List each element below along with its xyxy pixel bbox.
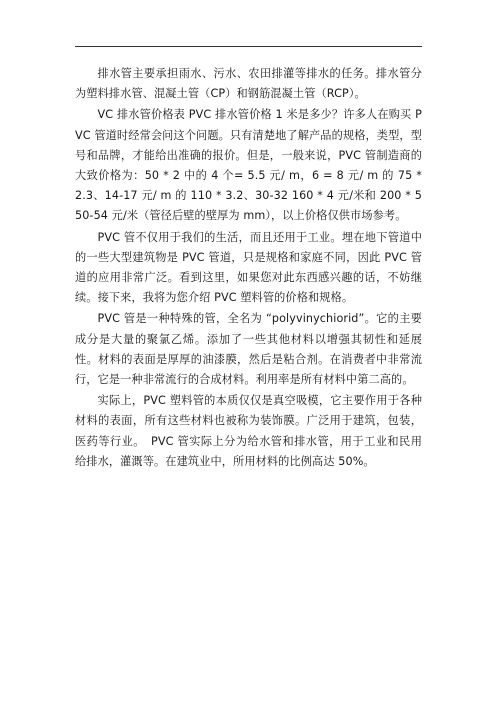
document-body <box>75 64 422 473</box>
paragraph-1: 排水管主要承担雨水、污水、农田排灌等排水的任务。排水管分为塑料排水管、混凝土管（CP）和钢筋混凝土管（RCP）。 <box>75 67 422 101</box>
header-rule <box>75 46 422 47</box>
paragraph-5: 实际上，PVC 塑料管的本质仅仅是真空吸模，它主要作用于各种材料的表面，所有这些材料也被称为装饰膜。广泛用于建筑，包装，医药等行业。 PVC 管实际上分为给水管和排水管，用于工业和民用给排水，灌溉等。在建筑业中，所用材料的比例高达 50%。 <box>75 394 422 468</box>
paragraph-2: VC 排水管价格表 PVC 排水管价格 1 米是多少？许多人在购买 PVC 管道时经常会问这个问题。只有清楚地了解产品的规格，类型，型号和品牌，才能给出准确的报价。但是，一般来说，PVC 管制造商的大致价格为：50 * 2 中的 4 个= 5.5 元/ m，6 = 8 元/ m 的 75 * 2.3、14-17 元/ m 的 110 * 3.2、30-32 160 * 4 元/米和 200 * 5 50-54 元/米（管径后壁的壁厚为 mm），以上价格仅供市场参考。 <box>75 108 422 223</box>
paragraph-4: PVC 管是一种特殊的管，全名为 “polyvinychiorid”。它的主要成分是大量的聚氯乙烯。添加了一些其他材料以增强其韧性和延展性。材料的表面是厚厚的油漆膜，然后是粘合剂。在消费者中非常流行，它是一种非常流行的合成材料。利用率是所有材料中第二高的。 <box>75 312 422 387</box>
paragraph-3: PVC 管不仅用于我们的生活，而且还用于工业。埋在地下管道中的一些大型建筑物是 PVC 管道，只是规格和家庭不同，因此 PVC 管道的应用非常广泛。看到这里，如果您对此东西感兴趣的话，不妨继续。接下来，我将为您介绍 PVC 塑料管的价格和规格。 <box>75 230 422 305</box>
